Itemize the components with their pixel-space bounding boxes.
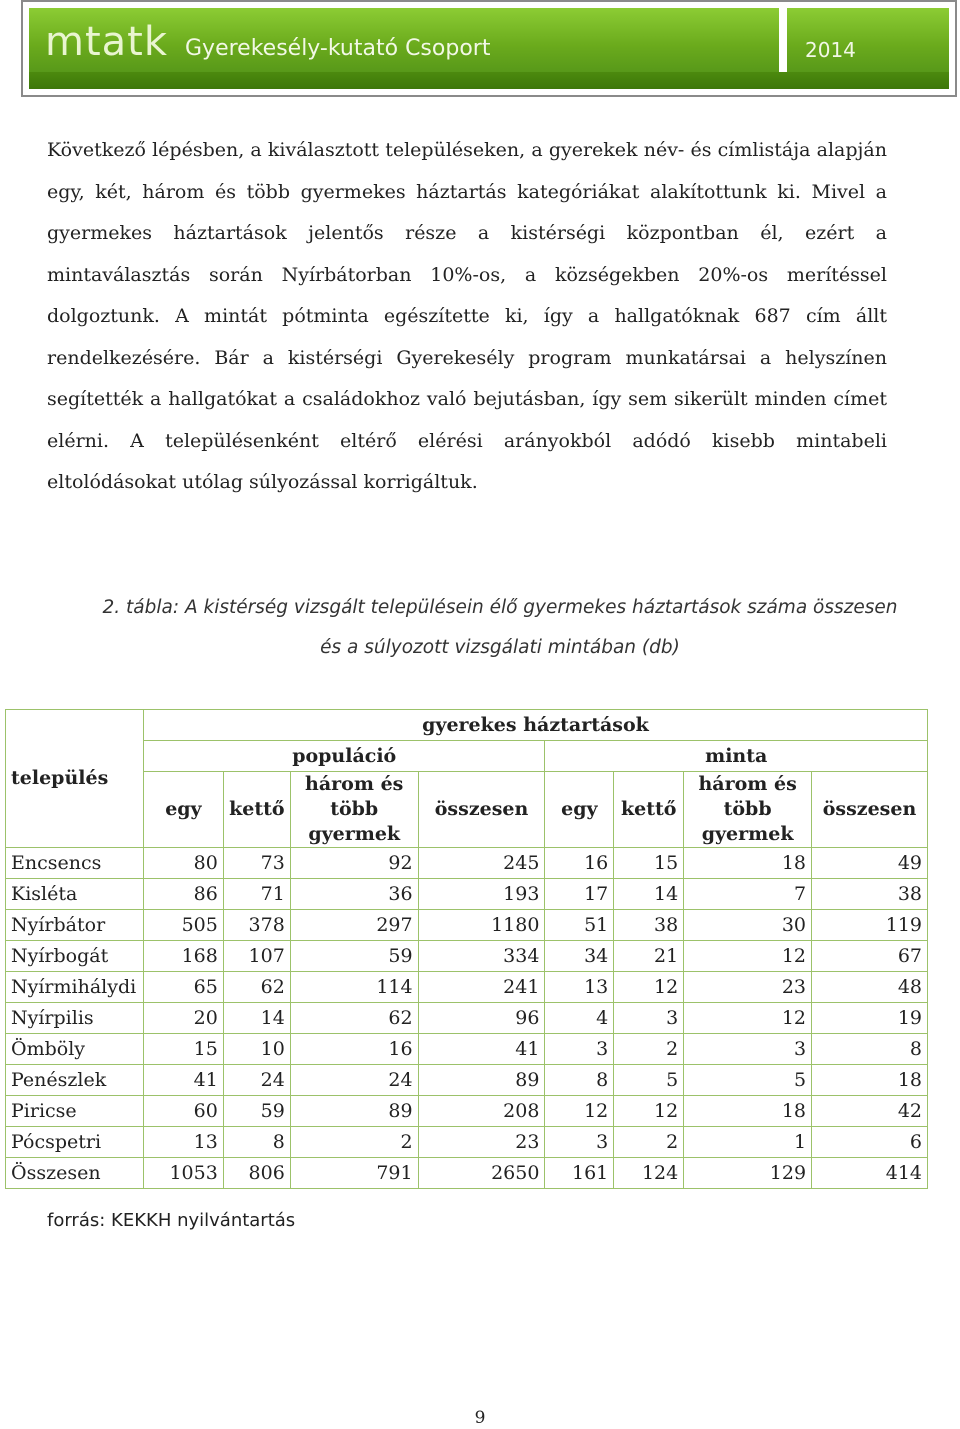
table-cell: 36 <box>290 879 418 910</box>
table-cell: 59 <box>290 941 418 972</box>
settlement-name: Nyírbátor <box>6 910 144 941</box>
table-cell: 334 <box>418 941 545 972</box>
table-cell: 89 <box>418 1065 545 1096</box>
table-cell: 41 <box>143 1065 223 1096</box>
header-households: gyerekes háztartások <box>143 710 927 741</box>
table-cell: 806 <box>223 1158 290 1189</box>
table-cell: 67 <box>812 941 928 972</box>
table-cell: 114 <box>290 972 418 1003</box>
table-cell: 92 <box>290 848 418 879</box>
table-cell: 245 <box>418 848 545 879</box>
table-cell: 18 <box>684 848 812 879</box>
table-cell: 3 <box>614 1003 684 1034</box>
table-cell: 16 <box>290 1034 418 1065</box>
table-cell: 19 <box>812 1003 928 1034</box>
table-cell: 4 <box>545 1003 614 1034</box>
settlement-name: Nyírmihálydi <box>6 972 144 1003</box>
table-cell: 60 <box>143 1096 223 1127</box>
table-cell: 23 <box>418 1127 545 1158</box>
settlement-name: Penészlek <box>6 1065 144 1096</box>
table-cell: 71 <box>223 879 290 910</box>
table-cell: 193 <box>418 879 545 910</box>
header-pop-three-plus: három és több gyermek <box>290 772 418 848</box>
banner-band-bottom <box>29 72 949 89</box>
header-sample-two: kettő <box>614 772 684 848</box>
table-cell: 8 <box>812 1034 928 1065</box>
table-cell: 505 <box>143 910 223 941</box>
mtatk-logo: mtatk <box>45 19 169 65</box>
table-row <box>6 1065 928 1096</box>
households-table <box>5 709 928 1189</box>
header-sample: minta <box>545 741 928 772</box>
table-cell: 15 <box>614 848 684 879</box>
table-caption-line-2: és a súlyozott vizsgálati mintában (db) <box>320 637 680 658</box>
table-row <box>6 879 928 910</box>
table-row <box>6 1034 928 1065</box>
table-cell: 791 <box>290 1158 418 1189</box>
page-number: 9 <box>474 1408 486 1428</box>
table-cell: 10 <box>223 1034 290 1065</box>
header-pop-one: egy <box>143 772 223 848</box>
table-cell: 13 <box>545 972 614 1003</box>
table-cell: 8 <box>545 1065 614 1096</box>
table-row <box>6 848 928 879</box>
table-cell: 124 <box>614 1158 684 1189</box>
settlement-name: Piricse <box>6 1096 144 1127</box>
table-cell: 414 <box>812 1158 928 1189</box>
settlement-name: Ömböly <box>6 1034 144 1065</box>
table-cell: 7 <box>684 879 812 910</box>
table-cell: 378 <box>223 910 290 941</box>
table-cell: 119 <box>812 910 928 941</box>
table-cell: 48 <box>812 972 928 1003</box>
table-cell: 24 <box>290 1065 418 1096</box>
table-cell: 23 <box>684 972 812 1003</box>
table-cell: 107 <box>223 941 290 972</box>
table-cell: 129 <box>684 1158 812 1189</box>
table-cell: 16 <box>545 848 614 879</box>
table-cell: 86 <box>143 879 223 910</box>
table-cell: 12 <box>545 1096 614 1127</box>
table-cell: 21 <box>614 941 684 972</box>
table-body <box>6 848 928 1189</box>
table-cell: 65 <box>143 972 223 1003</box>
table-cell: 96 <box>418 1003 545 1034</box>
table-cell: 38 <box>614 910 684 941</box>
table-cell: 12 <box>614 972 684 1003</box>
settlement-name: Nyírbogát <box>6 941 144 972</box>
settlement-name: Kisléta <box>6 879 144 910</box>
table-caption-line-1: 2. tábla: A kistérség vizsgált településein élő gyermekes háztartások száma összesen <box>102 597 898 618</box>
table-cell: 13 <box>143 1127 223 1158</box>
table-cell: 5 <box>614 1065 684 1096</box>
table-cell: 14 <box>223 1003 290 1034</box>
table-cell: 208 <box>418 1096 545 1127</box>
table-source: forrás: KEKKH nyilvántartás <box>47 1210 296 1231</box>
header-banner-background <box>29 8 949 89</box>
table-cell: 2650 <box>418 1158 545 1189</box>
table-cell: 12 <box>684 1003 812 1034</box>
table-cell: 20 <box>143 1003 223 1034</box>
settlement-name: Encsencs <box>6 848 144 879</box>
table-cell: 6 <box>812 1127 928 1158</box>
table-row <box>6 1096 928 1127</box>
table-cell: 15 <box>143 1034 223 1065</box>
body-paragraph: Következő lépésben, a kiválasztott településeken, a gyerekek név- és címlistája alapján egy, két, három és több gyermekes háztartás kategóriákat alakítottunk ki. Mivel a gyermekes háztartások jelentős része a kistérségi központban él, ezért a mintaválasztás során Nyírbátorban 10%-os, a községekben 20%-os merítéssel dolgoztunk. A mintát pótminta egészítette ki, így a hallgatóknak 687 cím állt rendelkezésére. Bár a kistérségi Gyerekesély program munkatársai a helyszínen segítették a hallgatókat a családokhoz való bejutásban, így sem sikerült minden címet elérni. A településenként eltérő elérési arányokból adódó kisebb mintabeli eltolódásokat utólag súlyozással korrigáltuk. <box>47 139 887 493</box>
table-cell: 12 <box>614 1096 684 1127</box>
table-cell: 161 <box>545 1158 614 1189</box>
table-cell: 3 <box>545 1034 614 1065</box>
table-cell: 14 <box>614 879 684 910</box>
table-caption <box>60 588 940 668</box>
table-cell: 3 <box>684 1034 812 1065</box>
table-cell: 73 <box>223 848 290 879</box>
table-cell: 168 <box>143 941 223 972</box>
header-banner <box>21 0 957 97</box>
table-row <box>6 941 928 972</box>
table-cell: 41 <box>418 1034 545 1065</box>
table-cell: 1 <box>684 1127 812 1158</box>
header-population: populáció <box>143 741 544 772</box>
table-cell: 8 <box>223 1127 290 1158</box>
table-cell: 80 <box>143 848 223 879</box>
table-cell: 18 <box>684 1096 812 1127</box>
table-cell: 3 <box>545 1127 614 1158</box>
group-title: Gyerekesély-kutató Csoport <box>185 36 491 61</box>
settlement-name: Összesen <box>6 1158 144 1189</box>
table-cell: 42 <box>812 1096 928 1127</box>
table-cell: 51 <box>545 910 614 941</box>
table-row <box>6 910 928 941</box>
table-cell: 38 <box>812 879 928 910</box>
header-pop-total: összesen <box>418 772 545 848</box>
table-cell: 30 <box>684 910 812 941</box>
table-cell: 1180 <box>418 910 545 941</box>
table-row <box>6 972 928 1003</box>
header-sample-total: összesen <box>812 772 928 848</box>
settlement-name: Pócspetri <box>6 1127 144 1158</box>
table-row <box>6 1003 928 1034</box>
table-cell: 18 <box>812 1065 928 1096</box>
table-cell: 62 <box>290 1003 418 1034</box>
table-cell: 2 <box>290 1127 418 1158</box>
table-cell: 49 <box>812 848 928 879</box>
table-row <box>6 1127 928 1158</box>
header-pop-two: kettő <box>223 772 290 848</box>
header-sample-three-plus: három és több gyermek <box>684 772 812 848</box>
table-cell: 2 <box>614 1127 684 1158</box>
table-cell: 59 <box>223 1096 290 1127</box>
table-cell: 62 <box>223 972 290 1003</box>
table-cell: 241 <box>418 972 545 1003</box>
table-cell: 17 <box>545 879 614 910</box>
settlement-name: Nyírpilis <box>6 1003 144 1034</box>
table-cell: 1053 <box>143 1158 223 1189</box>
header-year: 2014 <box>805 38 856 62</box>
table-cell: 5 <box>684 1065 812 1096</box>
table-cell: 34 <box>545 941 614 972</box>
table-cell: 12 <box>684 941 812 972</box>
table-cell: 24 <box>223 1065 290 1096</box>
table-cell: 2 <box>614 1034 684 1065</box>
header-sample-one: egy <box>545 772 614 848</box>
table-cell: 297 <box>290 910 418 941</box>
table-row <box>6 1158 928 1189</box>
table-cell: 89 <box>290 1096 418 1127</box>
header-settlement: település <box>6 710 144 848</box>
